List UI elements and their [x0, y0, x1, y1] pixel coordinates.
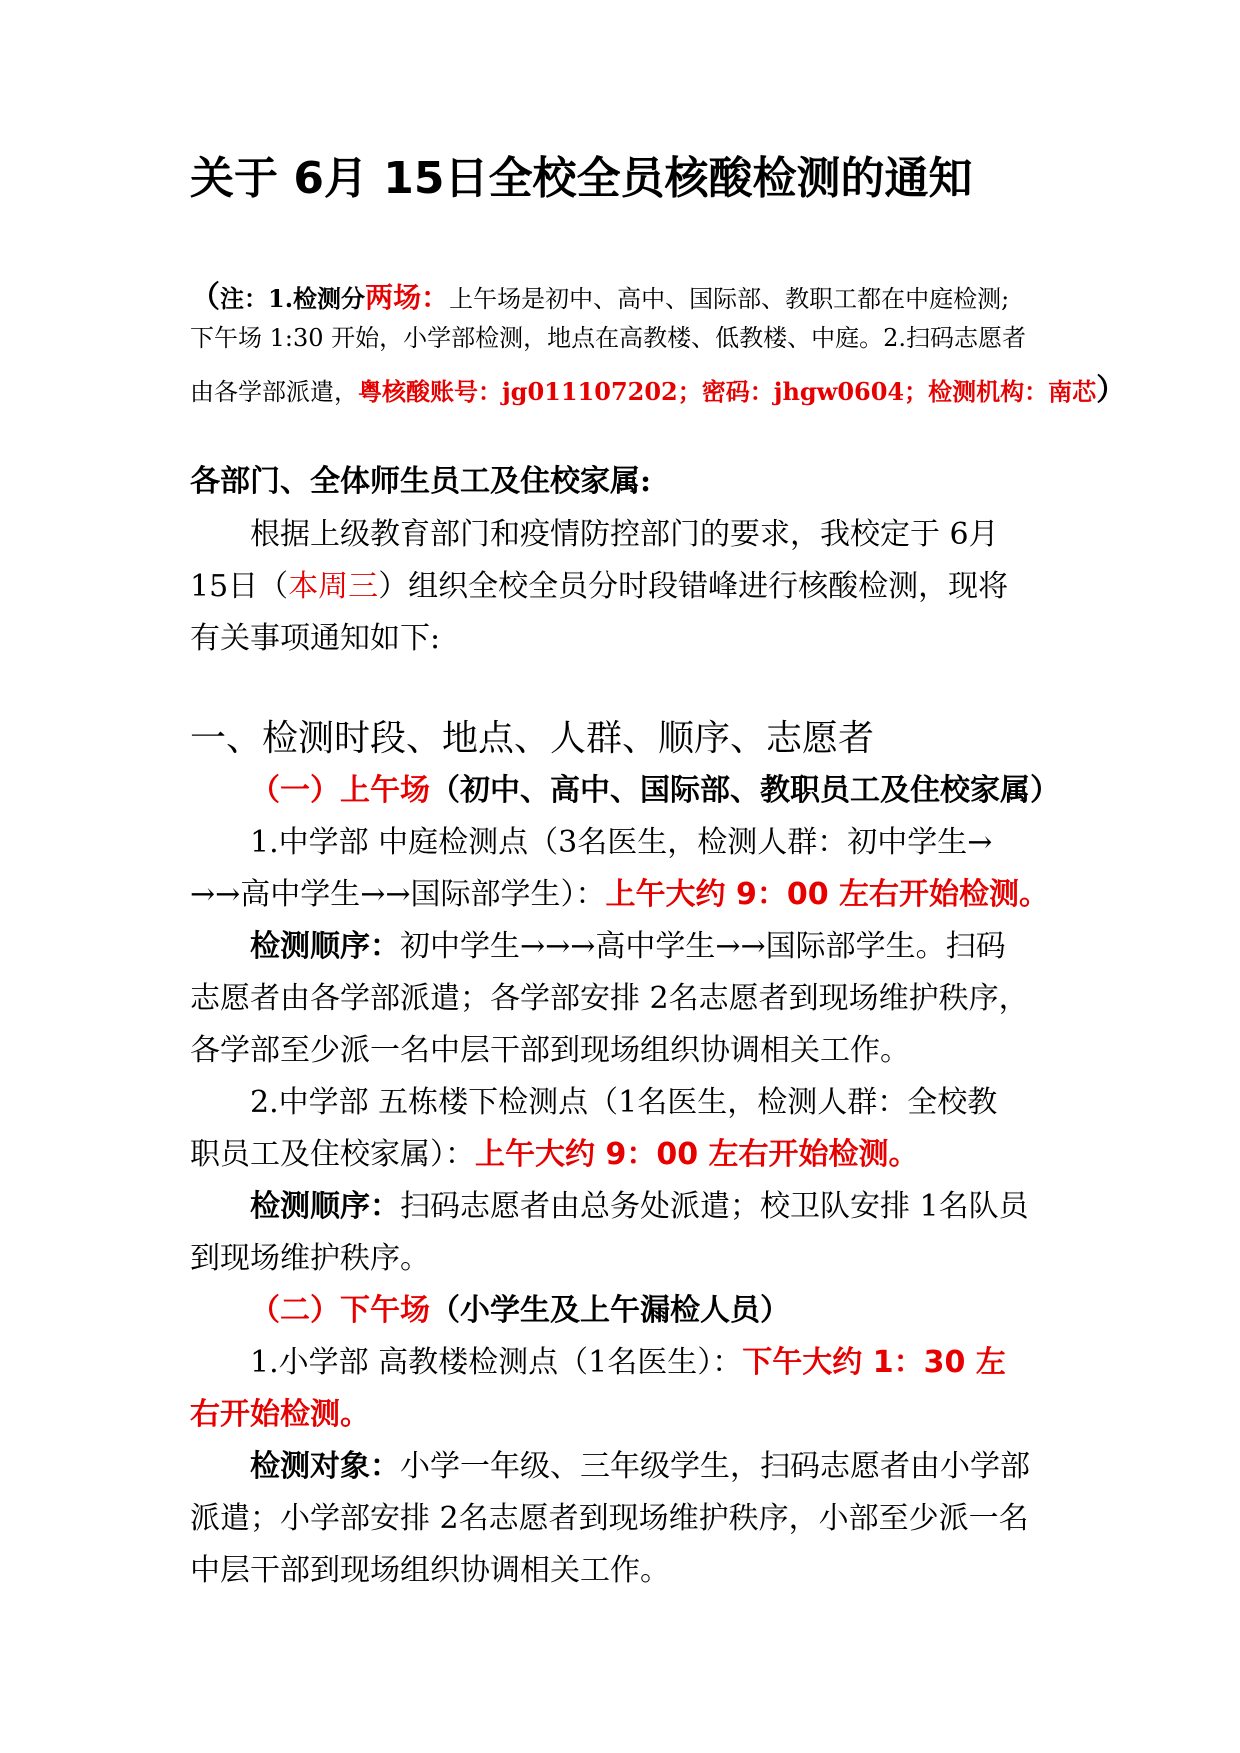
pm-session-heading: [250, 1285, 790, 1329]
pm-target-label: 检测对象：: [250, 1449, 400, 1484]
intro-date: 15日（: [190, 569, 289, 604]
notice-title: 关于 6月 15日全校全员核酸检测的通知: [190, 153, 973, 204]
note-line-2: 下午场 1:30 开始，小学部检测，地点在高教楼、低教楼、中庭。2.扫码志愿者: [190, 324, 1027, 352]
pm-target-line-3: 中层干部到现场组织协调相关工作。: [190, 1553, 670, 1588]
intro-weekday: 本周三: [288, 569, 379, 604]
am-item2-line-2: [190, 1129, 919, 1173]
am-order2-line-1: [250, 1181, 1029, 1225]
am-item2-text: 职员工及住校家属）：: [190, 1137, 475, 1172]
intro-line-2: [190, 561, 1008, 605]
am-order1-label: 检测顺序：: [250, 929, 400, 964]
note-line-1: [190, 272, 1009, 316]
am-item1-line-1: 1.中学部 中庭检测点（3名医生，检测人群：初中学生→: [250, 825, 993, 860]
note-label: 注：1.检测分: [220, 284, 366, 313]
am-order1-text: 初中学生→→→高中学生→→国际部学生。扫码: [400, 929, 1006, 964]
section-heading-1: 一、检测时段、地点、人群、顺序、志愿者: [190, 718, 875, 759]
intro-line2-rest: ）组织全校全员分时段错峰进行核酸检测，现将: [378, 569, 1009, 604]
note-paren-open: （: [190, 280, 220, 315]
pm-target-line-1: [250, 1441, 1030, 1485]
am-item1-line-2: [190, 869, 1049, 913]
pm-item1-text: 1.小学部 高教楼检测点（1名医生）：: [250, 1345, 743, 1380]
am-order2-label: 检测顺序：: [250, 1189, 400, 1224]
pm-target-line-2: 派遣；小学部安排 2名志愿者到现场维护秩序，小部至少派一名: [190, 1501, 1029, 1536]
pm-session-desc: （小学生及上午漏检人员）: [430, 1293, 790, 1328]
note-line1-text: 上午场是初中、高中、国际部、教职工都在中庭检测;: [449, 285, 1010, 313]
note-paren-close: ）: [1096, 373, 1127, 408]
am-item2-time: 上午大约 9：00 左右开始检测。: [475, 1137, 919, 1172]
pm-item1-time-b: 右开始检测。: [190, 1397, 370, 1432]
pm-target-text: 小学一年级、三年级学生，扫码志愿者由小学部: [400, 1449, 1030, 1484]
pm-item1-line-1: [250, 1337, 1006, 1381]
intro-line-1: 根据上级教育部门和疫情防控部门的要求，我校定于 6月: [250, 517, 999, 552]
intro-line-3: 有关事项通知如下:: [190, 621, 441, 656]
pm-item1-time-a: 下午大约 1：30 左: [742, 1345, 1006, 1380]
note-account-info: 粤核酸账号：jg011107202；密码：jhgw0604；检测机构：南芯: [358, 377, 1097, 406]
am-order1-line-3: 各学部至少派一名中层干部到现场组织协调相关工作。: [190, 1033, 910, 1068]
note-line3-lead: 由各学部派遣，: [190, 378, 358, 406]
am-item1-text: →→高中学生→→国际部学生）：: [190, 877, 606, 912]
am-order2-text: 扫码志愿者由总务处派遣；校卫队安排 1名队员: [400, 1189, 1029, 1224]
am-order1-line-2: 志愿者由各学部派遣；各学部安排 2名志愿者到现场维护秩序，: [190, 981, 1029, 1016]
am-session-heading: [250, 765, 1060, 809]
am-item2-line-1: 2.中学部 五栋楼下检测点（1名医生，检测人群：全校教: [250, 1085, 998, 1120]
am-session-desc: （初中、高中、国际部、教职员工及住校家属）: [430, 773, 1060, 808]
note-line-3: [190, 365, 1126, 409]
am-session-label: （一）上午场: [250, 773, 430, 808]
note-two-sessions: 两场：: [365, 281, 450, 314]
am-order2-line-2: 到现场维护秩序。: [190, 1241, 430, 1276]
pm-session-label: （二）下午场: [250, 1293, 430, 1328]
am-order1-line-1: [250, 921, 1006, 965]
salutation: 各部门、全体师生员工及住校家属:: [190, 464, 652, 499]
am-item1-time: 上午大约 9：00 左右开始检测。: [605, 877, 1050, 912]
